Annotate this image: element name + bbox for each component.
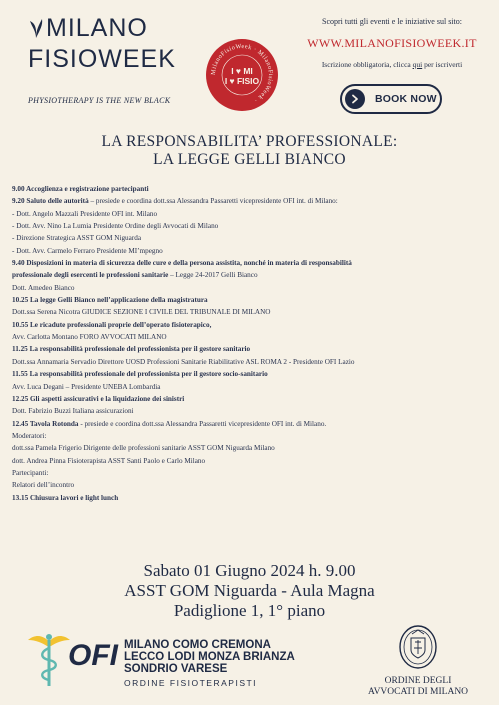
- book-now-button[interactable]: [340, 84, 442, 114]
- stamp-line1: I ♥ MI: [231, 66, 253, 76]
- ofi-logo: [68, 630, 295, 689]
- program-line: [12, 368, 494, 380]
- program-line: [12, 306, 494, 318]
- program-line-text: - Direzione Strategica ASST GOM Niguarda: [12, 234, 142, 243]
- brand-name-line1: MILANO: [46, 14, 148, 42]
- program-line: [12, 356, 494, 368]
- program-line: [12, 269, 494, 281]
- program-line: [12, 405, 494, 417]
- program-line-heading: 12.25 Gli aspetti assicurativi e la liquidazione dei sinistri: [12, 394, 185, 403]
- caduceus-icon: [26, 628, 72, 688]
- program-list: [12, 183, 494, 504]
- event-info: [0, 561, 499, 621]
- book-now-label: BOOK NOW: [375, 93, 437, 105]
- event-date: Sabato 01 Giugno 2024 h. 9.00: [143, 561, 356, 580]
- program-line: [12, 418, 494, 430]
- program-line: [12, 331, 494, 343]
- seal-icon: [398, 624, 438, 670]
- program-line: [12, 442, 494, 454]
- program-line-text: Avv. Carlotta Montano FORO AVVOCATI MILANO: [12, 333, 167, 342]
- program-line: [12, 232, 494, 244]
- program-line-heading: 13.15 Chiusura lavori e light lunch: [12, 493, 119, 502]
- program-line-text: Dott.ssa Annamaria Servadio Direttore UOSD Professioni Sanitarie Riabilitative ASL ROMA 2 - Presidente OFI Lazio: [12, 357, 355, 366]
- program-line: [12, 245, 494, 257]
- program-line: [12, 393, 494, 405]
- program-line: [12, 282, 494, 294]
- brand-tagline: PHYSIOTHERAPY IS THE NEW BLACK: [28, 96, 171, 105]
- leaf-icon: [28, 17, 44, 39]
- page-title: [0, 133, 499, 169]
- program-line-text: Moderatori:: [12, 431, 47, 440]
- program-line: [12, 381, 494, 393]
- title-line1: LA RESPONSABILITA’ PROFESSIONALE:: [101, 133, 398, 150]
- program-line: [12, 208, 494, 220]
- program-line-text: Avv. Luca Degani – Presidente UNEBA Lombardia: [12, 382, 161, 391]
- program-line-text: Dott. Fabrizio Buzzi Italiana assicurazioni: [12, 407, 134, 416]
- program-line-text: Dott.ssa Serena Nicotra GIUDICE SEZIONE I CIVILE DEL TRIBUNALE DI MILANO: [12, 308, 271, 317]
- program-line: [12, 467, 494, 479]
- program-line: [12, 343, 494, 355]
- program-line-text: - Dott. Avv. Nino La Lumia Presidente Ordine degli Avvocati di Milano: [12, 222, 219, 231]
- program-line-heading: 12.45 Tavola Rotonda: [12, 419, 79, 428]
- program-line: [12, 319, 494, 331]
- site-url-link[interactable]: WWW.MILANOFISIOWEEK.IT: [307, 36, 477, 50]
- program-line-text: – presiede e coordina dott.ssa Alessandra Passaretti vicepresidente OFI int. di Milano:: [88, 197, 338, 206]
- heart-stamp-logo: [205, 38, 279, 112]
- stamp-ring-text: MilanoFisioWeek · MilanoFisioWeek ·: [209, 42, 275, 104]
- ofi-cities-line2: LECCO LODI MONZA BRIANZA: [124, 651, 295, 663]
- brand-name-line2: FISIOWEEK: [28, 45, 176, 73]
- program-line-heading: 11.55 La responsabilità professionale del professionista per il gestore socio-sanitario: [12, 370, 268, 379]
- program-line-text: Dott. Amedeo Bianco: [12, 283, 75, 292]
- program-line-text: dott.ssa Pamela Frigerio Dirigente delle professioni sanitarie ASST GOM Niguarda Milano: [12, 444, 275, 453]
- program-line: [12, 294, 494, 306]
- header-info: [292, 17, 492, 69]
- program-line-heading: 11.25 La responsabilità professionale del professionista per il gestore sanitario: [12, 345, 251, 354]
- register-prefix: Iscrizione obbligatoria, clicca: [321, 60, 413, 69]
- discover-text: Scopri tutti gli eventi e le iniziative sul sito:: [322, 17, 462, 26]
- program-line: [12, 430, 494, 442]
- program-line-text: - Dott. Avv. Carmelo Ferraro Presidente MI’mpegno: [12, 246, 163, 255]
- arrow-right-icon: [345, 89, 365, 109]
- ofi-letters: OFI: [68, 639, 118, 672]
- program-line-heading: 10.25 La legge Gelli Bianco nell’applicazione della magistratura: [12, 296, 208, 305]
- register-suffix: per iscriverti: [422, 60, 463, 69]
- program-line-text: – Legge 24-2017 Gelli Bianco: [168, 271, 258, 280]
- program-line-text: - presiede e coordina dott.ssa Alessandra Passaretti vicepresidente OFI int. di Milano.: [78, 419, 327, 428]
- ofi-cities: [124, 639, 295, 689]
- ordine-avvocati-logo: [363, 624, 473, 698]
- ofi-cities-line1: MILANO COMO CREMONA: [124, 639, 271, 651]
- program-line-heading: professionale degli esercenti le professioni sanitarie: [12, 271, 169, 280]
- ordine-line1: ORDINE DEGLI: [384, 676, 452, 686]
- program-line-text: - Dott. Angelo Mazzali Presidente OFI int. Milano: [12, 209, 158, 218]
- stamp-line2: I ♥ FISIO: [224, 76, 260, 86]
- ordine-line2: AVVOCATI DI MILANO: [367, 687, 469, 697]
- ofi-cities-line3: SONDRIO VARESE: [124, 663, 228, 675]
- program-line-heading: 9.20 Saluto delle autorità: [12, 197, 89, 206]
- program-line-text: Relatori dell’incontro: [12, 481, 75, 490]
- event-room: Padiglione 1, 1° piano: [173, 601, 326, 620]
- ofi-order: ORDINE FISIOTERAPISTI: [124, 678, 258, 688]
- program-line: [12, 479, 494, 491]
- program-line: [12, 257, 494, 269]
- program-line: [12, 492, 494, 504]
- event-venue: ASST GOM Niguarda - Aula Magna: [124, 581, 375, 600]
- program-line: [12, 220, 494, 232]
- register-here-link[interactable]: qui: [412, 60, 423, 69]
- program-line-heading: 9.40 Disposizioni in materia di sicurezza delle cure e della persona assistita, nonché in materia di responsabilità: [12, 259, 352, 268]
- registration-note: [292, 60, 492, 69]
- program-line-text: dott. Andrea Pinna Fisioterapista ASST Santi Paolo e Carlo Milano: [12, 456, 206, 465]
- program-line: [12, 455, 494, 467]
- program-line: [12, 183, 494, 195]
- program-line: [12, 195, 494, 207]
- program-line-heading: 9.00 Accoglienza e registrazione partecipanti: [12, 185, 149, 193]
- title-line2: LA LEGGE GELLI BIANCO: [153, 151, 346, 168]
- brand-logo: [28, 14, 198, 74]
- program-line-text: Partecipanti:: [12, 468, 49, 477]
- program-line-heading: 10.55 Le ricadute professionali proprie dell’operato fisioterapico,: [12, 320, 212, 329]
